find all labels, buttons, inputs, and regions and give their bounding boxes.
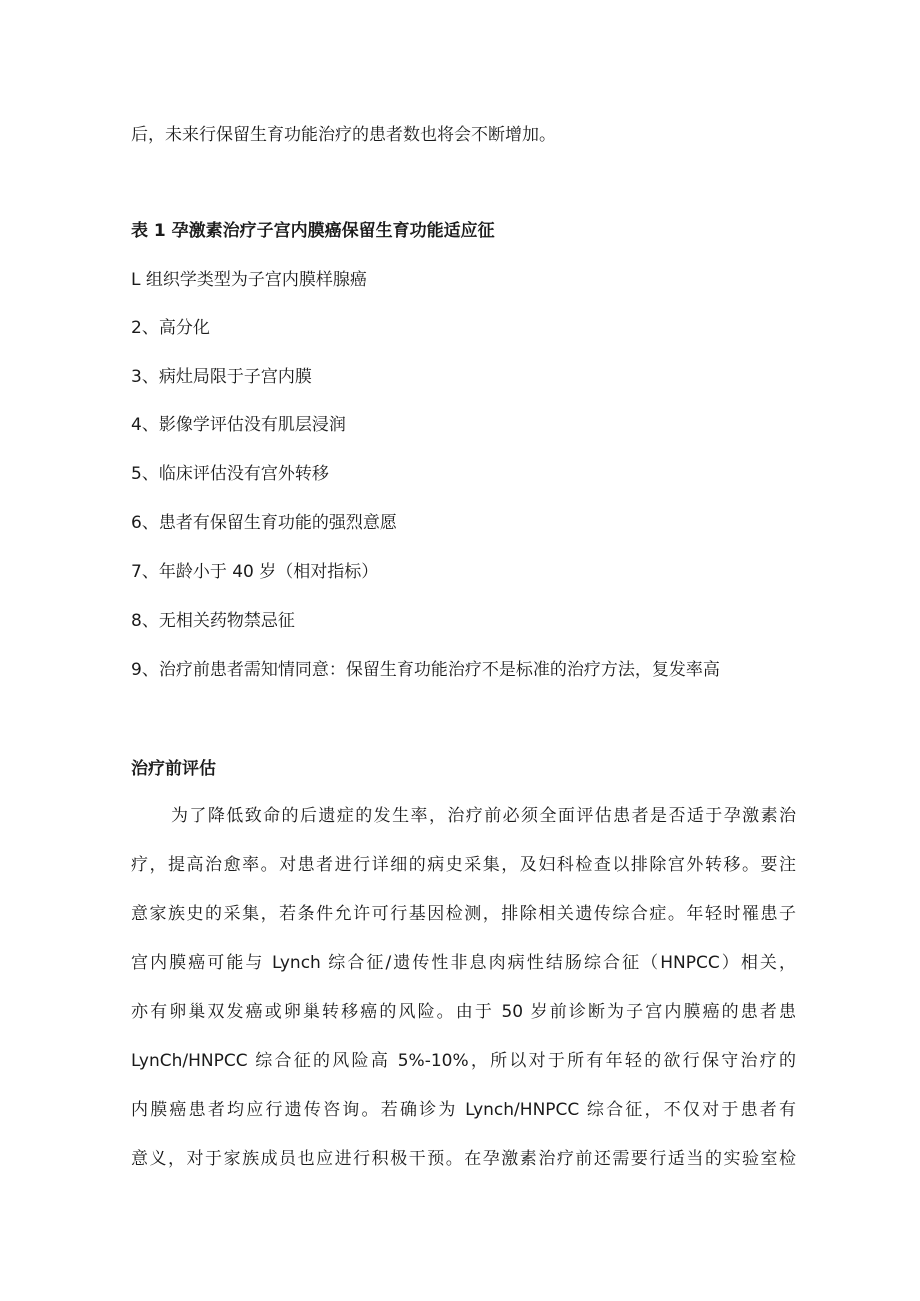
table-item: 7、年龄小于 40 岁（相对指标） (131, 562, 379, 582)
intro-tail-text: 后，未来行保留生育功能治疗的患者数也将会不断增加。 (131, 125, 556, 145)
table-item: 8、无相关药物禁忌征 (131, 611, 295, 631)
paragraph-line: 疗，提高治愈率。对患者进行详细的病史采集，及妇科检查以排除宫外转移。要注 (131, 855, 796, 875)
paragraph-line: 内膜癌患者均应行遗传咨询。若确诊为 Lynch/HNPCC 综合征，不仅对于患者有 (131, 1100, 796, 1120)
table-item: 6、患者有保留生育功能的强烈意愿 (131, 513, 397, 533)
table-item: 2、高分化 (131, 318, 210, 338)
paragraph-line: 为了降低致命的后遗症的发生率，治疗前必须全面评估患者是否适于孕激素治 (171, 806, 796, 826)
paragraph-line: 意义，对于家族成员也应进行积极干预。在孕激素治疗前还需要行适当的实验室检 (131, 1149, 796, 1169)
section-heading: 治疗前评估 (131, 759, 216, 779)
table-item: 3、病灶局限于子宫内膜 (131, 367, 312, 387)
paragraph-line: 意家族史的采集，若条件允许可行基因检测，排除相关遗传综合症。年轻时罹患子 (131, 904, 796, 924)
table-title: 表 1 孕激素治疗子宫内膜癌保留生育功能适应征 (131, 221, 495, 241)
paragraph-line: LynCh/HNPCC 综合征的风险高 5%-10%，所以对于所有年轻的欲行保守治疗的 (131, 1051, 796, 1071)
table-item: L 组织学类型为子宫内膜样腺癌 (131, 270, 367, 290)
paragraph-line: 宫内膜癌可能与 Lynch 综合征/遗传性非息肉病性结肠综合征（HNPCC）相关， (131, 953, 796, 973)
paragraph-line: 亦有卵巢双发癌或卵巢转移癌的风险。由于 50 岁前诊断为子宫内膜癌的患者患 (131, 1002, 796, 1022)
table-item: 4、影像学评估没有肌层浸润 (131, 415, 346, 435)
table-item: 5、临床评估没有宫外转移 (131, 464, 329, 484)
table-item: 9、治疗前患者需知情同意：保留生育功能治疗不是标准的治疗方法，复发率高 (131, 660, 720, 680)
